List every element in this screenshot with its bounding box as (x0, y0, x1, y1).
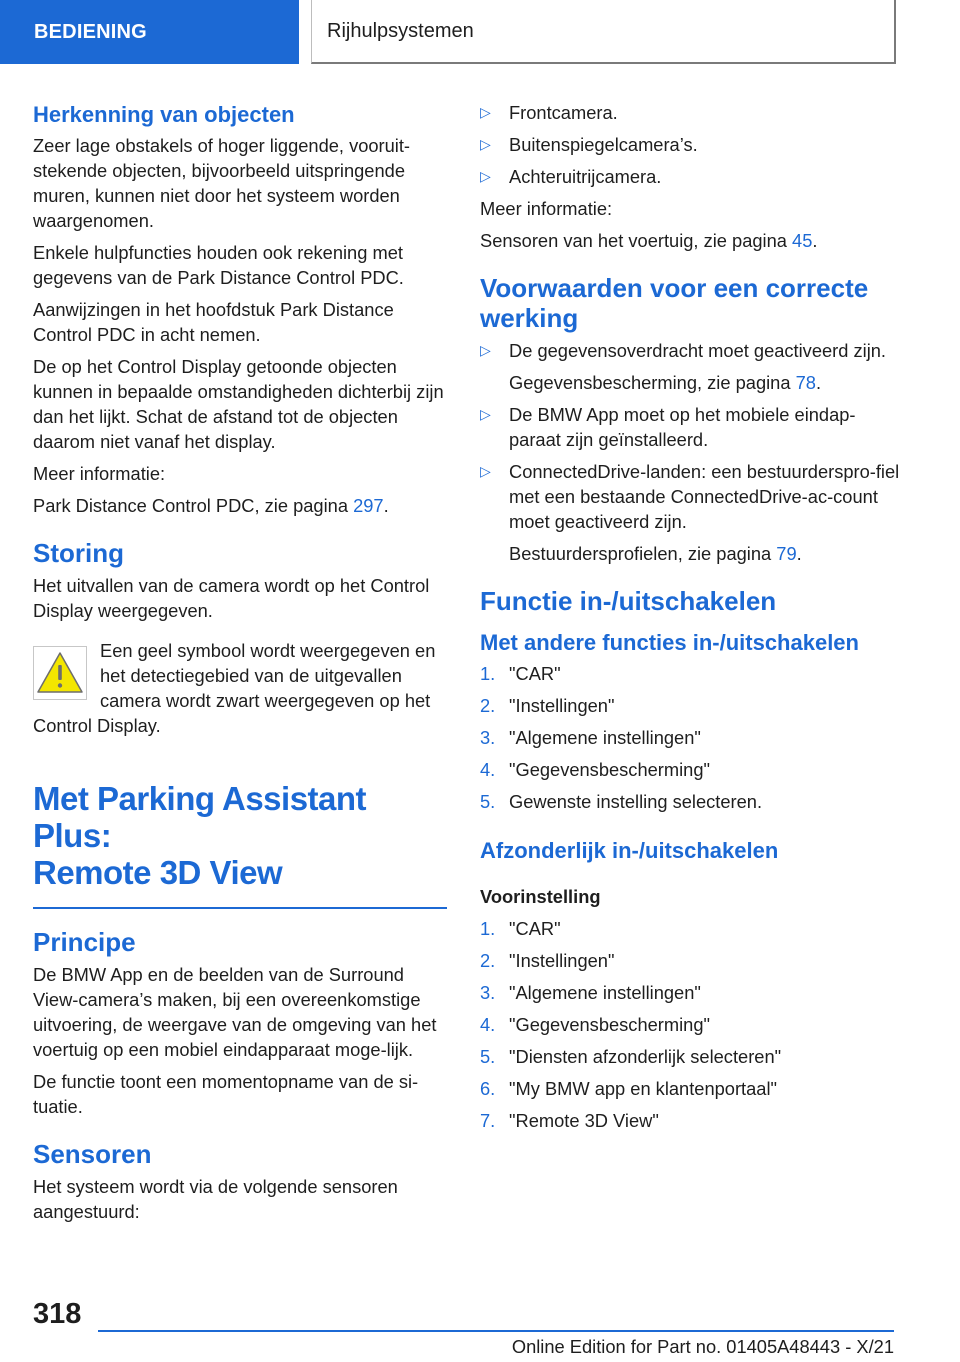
page-title-line-1: Met Parking Assistant Plus: (33, 780, 367, 854)
page-title (33, 780, 447, 891)
list-item-text: De gegevensoverdracht moet geactiveerd zijn. (509, 340, 887, 361)
step-number: 3. (480, 982, 496, 1003)
step-number: 2. (480, 695, 496, 716)
preset-label: Voorinstelling (480, 886, 601, 907)
list-item-text: Buitenspiegelcamera’s. (509, 134, 698, 155)
triangle-bullet-icon: ▷ (480, 136, 491, 152)
paragraph: Zeer lage obstakels of hoger liggende, vooruit-stekende objecten, bijvoorbeeld uitspringende muren, kunnen niet door het systeem worden waargenomen. (33, 135, 411, 231)
reference-text: Gegevensbescherming, zie pagina (509, 372, 791, 393)
step-item (480, 1012, 900, 1037)
step-item (480, 725, 900, 750)
step-text: "Algemene instellingen" (509, 727, 701, 748)
step-number: 2. (480, 950, 496, 971)
paragraph: Enkele hulpfuncties houden ook rekening met gegevens van de Park Distance Control PDC. (33, 242, 404, 288)
step-number: 5. (480, 791, 496, 812)
step-item (480, 789, 900, 814)
step-number: 6. (480, 1078, 496, 1099)
reference-text: Sensoren van het voertuig, zie pagina (480, 230, 787, 251)
heading-toggle-function: Functie in-/uitschakelen (480, 586, 777, 616)
step-item (480, 980, 900, 1005)
list-item-text: Frontcamera. (509, 102, 618, 123)
step-text: "Gegevensbescherming" (509, 1014, 710, 1035)
step-text: "Remote 3D View" (509, 1110, 659, 1131)
list-item (480, 164, 900, 189)
footer-divider (98, 1330, 894, 1332)
paragraph: De op het Control Display getoonde objecten kunnen in bepaalde omstandigheden dichterbij zijn dan het lijkt. Schat de afstand tot de objecten daarom niet vanaf het display. (33, 356, 444, 452)
page-link-79[interactable]: 79 (776, 543, 797, 564)
heading-sensoren: Sensoren (33, 1139, 152, 1169)
step-number: 1. (480, 663, 496, 684)
list-item-text: Achteruitrijcamera. (509, 166, 662, 187)
heading-principe: Principe (33, 927, 136, 957)
title-divider (33, 907, 447, 909)
more-info-label: Meer informatie: (480, 198, 613, 219)
paragraph: De BMW App en de beelden van de Surround View-camera’s maken, bij een overeenkomstige uitvoering, de weergave van de omgeving van het voertuig op een mobiel eindapparaat moge-lijk. (33, 964, 437, 1060)
chapter-title-box (311, 0, 896, 64)
warning-text: Een geel symbool wordt weergegeven en het detectiegebied van de uitgevallen camera wordt zwart weergegeven op het (100, 640, 436, 711)
cross-reference: Bestuurdersprofielen, zie pagina 79. (509, 543, 802, 564)
triangle-bullet-icon: ▷ (480, 104, 491, 120)
step-text: Gewenste instelling selecteren. (509, 791, 763, 812)
step-text: "Diensten afzonderlijk selecteren" (509, 1046, 782, 1067)
step-number: 3. (480, 727, 496, 748)
section-tab (0, 0, 299, 64)
step-text: "CAR" (509, 663, 561, 684)
step-number: 5. (480, 1046, 496, 1067)
reference-text: Park Distance Control PDC, zie pagina (33, 495, 348, 516)
page-title-line-2: Remote 3D View (33, 854, 283, 891)
step-number: 4. (480, 759, 496, 780)
paragraph: Het uitvallen van de camera wordt op het Control Display weergegeven. (33, 575, 430, 621)
page-number: 318 (33, 1298, 82, 1330)
list-item (480, 459, 900, 566)
step-text: "Instellingen" (509, 695, 615, 716)
paragraph: Het systeem wordt via de volgende sensoren aangestuurd: (33, 1176, 398, 1222)
triangle-bullet-icon: ▷ (480, 342, 491, 358)
step-text: "Instellingen" (509, 950, 615, 971)
triangle-bullet-icon: ▷ (480, 406, 491, 422)
step-item (480, 916, 900, 941)
section-label: BEDIENING (34, 20, 147, 43)
page-link-297[interactable]: 297 (353, 495, 384, 516)
left-column (33, 100, 447, 1231)
step-item (480, 661, 900, 686)
step-item (480, 757, 900, 782)
step-item (480, 693, 900, 718)
more-info-label: Meer informatie: (33, 463, 166, 484)
step-item (480, 948, 900, 973)
step-number: 4. (480, 1014, 496, 1035)
list-item-text: De BMW App moet op het mobiele eindap-paraat zijn geïnstalleerd. (509, 404, 856, 450)
list-item (480, 132, 900, 157)
list-item-text: ConnectedDrive-landen: een bestuurderspro-fiel met een bestaande ConnectedDrive-ac-count moet geactiveerd zijn. (509, 461, 900, 532)
paragraph: Aanwijzingen in het hoofdstuk Park Distance Control PDC in acht nemen. (33, 299, 394, 345)
list-item (480, 402, 900, 452)
step-number: 1. (480, 918, 496, 939)
paragraph: De functie toont een momentopname van de si-tuatie. (33, 1071, 419, 1117)
step-item (480, 1076, 900, 1101)
reference-text: Bestuurdersprofielen, zie pagina (509, 543, 772, 564)
heading-conditions: Voorwaarden voor een correcte werking (480, 273, 869, 333)
warning-text-continued: Control Display. (33, 715, 161, 736)
cross-reference: Park Distance Control PDC, zie pagina 297. (33, 495, 389, 516)
warning-note (33, 638, 447, 738)
list-item (480, 338, 900, 395)
step-text: "CAR" (509, 918, 561, 939)
step-item (480, 1044, 900, 1069)
list-item (480, 100, 900, 125)
cross-reference: Gegevensbescherming, zie pagina 78. (509, 372, 822, 393)
edition-footer: Online Edition for Part no. 01405A48443 - X/21 (511, 1336, 894, 1357)
cross-reference: Sensoren van het voertuig, zie pagina 45. (480, 230, 818, 251)
step-item (480, 1108, 900, 1133)
heading-other-functions: Met andere functies in-/uitschakelen (480, 630, 859, 655)
page-link-78[interactable]: 78 (795, 372, 816, 393)
heading-storing: Storing (33, 538, 124, 568)
chapter-title: Rijhulpsystemen (327, 19, 474, 42)
triangle-bullet-icon: ▷ (480, 463, 491, 479)
step-text: "My BMW app en klantenportaal" (509, 1078, 778, 1099)
warning-triangle-icon (33, 646, 87, 700)
heading-separate-toggle: Afzonderlijk in-/uitschakelen (480, 838, 779, 863)
step-number: 7. (480, 1110, 496, 1131)
triangle-bullet-icon: ▷ (480, 168, 491, 184)
step-text: "Algemene instellingen" (509, 982, 701, 1003)
right-column (480, 100, 900, 1140)
heading-object-recognition: Herkenning van objecten (33, 102, 295, 127)
page-link-45[interactable]: 45 (792, 230, 813, 251)
step-text: "Gegevensbescherming" (509, 759, 710, 780)
